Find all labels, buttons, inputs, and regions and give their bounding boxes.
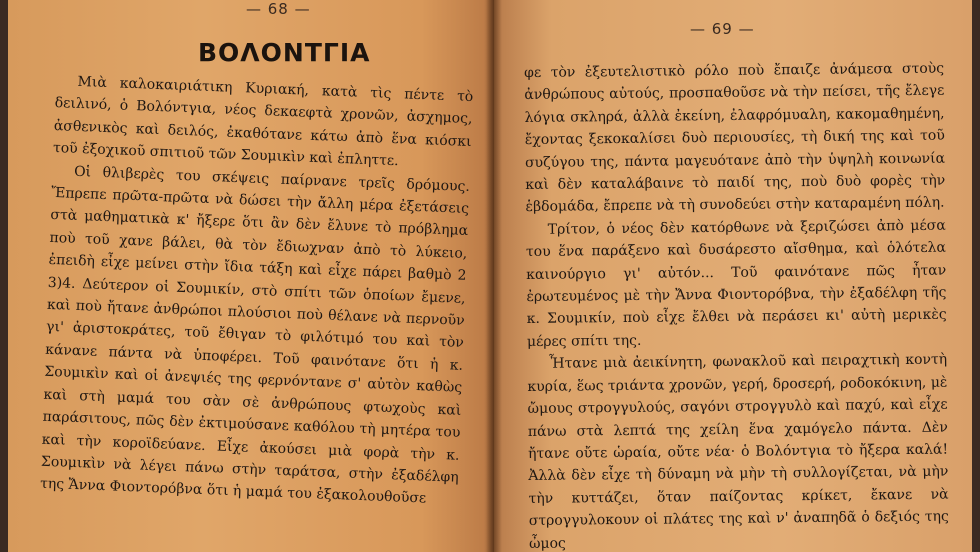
right-page (494, 0, 972, 552)
left-page-number: — 68 — (246, 0, 311, 18)
left-page (8, 0, 494, 552)
right-page-number: — 69 — (690, 20, 755, 38)
chapter-title: ΒΟΛΟΝΤΓΙΑ (198, 38, 371, 67)
left-page-text (40, 70, 474, 511)
paragraph: φε τὸν ἐξευτελιστικὸ ρόλο ποὺ ἔπαιζε ἀνάμεσα στοὺς ἀνθρώπους αὐτούς, προσπαθοῦσε νὰ τὴν πείσει, τῆς ἔλεγε λόγια σκληρά, ἀλλὰ ἐκείνη, ἐλαφρόμυαλη, κακομαθημένη, ἔχοντας ξεκοκαλίσει δυὸ περιουσίες, τὴ δική της καὶ τοῦ συζύγου της, πάντα μαγευότανε ἀπὸ τὴν ὑψηλὴ κοινωνία καὶ δὲν καταλάβαινε τὸ παιδί της, ποὺ δυὸ φορὲς τὴν ἑβδομάδα, ἔπρεπε νὰ τὴ συνοδεύει στὴν καταραμένη πόλη. (524, 60, 946, 216)
right-page-text (524, 58, 949, 552)
paragraph: Τρίτον, ὁ νέος δὲν κατόρθωνε νὰ ξεριζώσει ἀπὸ μέσα του ἕνα παράξενο καὶ δυσάρεστο αἴσθημα, καὶ ὁλότελα καινούργιο γι' αὐτόν... Τοῦ φαινότανε πῶς ἦταν ἐρωτευμένος μὲ τὴν Ἄννα Φιοντορόβνα, τὴν ἐξαδέλφη τῆς κ. Σουμικίν, ποὺ εἶχε ἔλθει νὰ περάσει κι' αὐτὴ μερικὲς μέρες σπίτι της. (525, 217, 947, 350)
paragraph: Ἦτανε μιὰ ἀεικίνητη, φωνακλοῦ καὶ πειραχτικὴ κοντὴ κυρία, ἕως τριάντα χρονῶν, γερή, δροσερή, ροδοκόκινη, μὲ ὤμους στρογγυλούς, σαγόνι στρογγυλὸ καὶ παχύ, καὶ εἶχε πάνω στὰ λεπτά της χείλη ἕνα χαμόγελο πάντα. Δὲν ἤτανε οὔτε ὡραία, οὔτε νέα· ὁ Βολόντγια τὸ ἤξερα καλά! Ἀλλὰ δὲν εἶχε τὴ δύναμη νὰ μὴν τὴ συλλογίζεται, νὰ μὴν τὴν κυττάζει, ὅταν παίζοντας κρίκετ, ἔκανε νὰ στρογγυλοκουν οἱ πλάτες της καὶ ν' ἀναπηδᾶ ὁ δεξιός της ὦμος (527, 351, 949, 552)
paragraph: Οἱ θλιβερὲς του σκέψεις παίρνανε τρεῖς δρόμους. Ἔπρεπε πρῶτα-πρῶτα νὰ δώσει τὴν ἄλλη μέρα ἐξετάσεις στὰ μαθηματικὰ κ' ἤξερε ὅτι ἂν δὲν ἔλυνε τὸ πρόβλημα ποὺ τοῦ χανε βάλει, θὰ τὸν ἔδιωχναν ἀπὸ τὸ λύκειο, ἐπειδὴ εἶχε μείνει στὴν ἴδια τάξη καὶ εἶχε πάρει βαθμὸ 2 3)4. Δεύτερον οἱ Σουμικίν, στὸ σπίτι τῶν ὁποίων ἔμενε, καὶ ποὺ ἤτανε ἀνθρώποι πλούσιοι ποὺ θέλανε νὰ περνοῦν γι' ἀριστοκράτες, τοῦ ἔθιγαν τὸ φιλότιμό του καὶ τὸν κάνανε πάντα νὰ ὑποφέρει. Τοῦ φαινότανε ὅτι ἡ κ. Σουμικὶν καὶ οἱ ἀνεψιές της φερνόντανε σ' αὐτὸν καθὼς καὶ στὴ μαμά του σὰν σὲ ἀνθρώπους φτωχοὺς καὶ παράσιτους, πῶς δὲν ἐκτιμούσανε καθόλου τὴ μητέρα του καὶ τὴν κοροϊδεύανε. Εἶχε ἀκούσει μιὰ φορὰ τὴν κ. Σουμικὶν νὰ λέγει πάνω στὴν ταράτσα, στὴν ἐξαδέλφη της Ἄννα Φιοντορόβνα ὅτι ἡ μαμά του ἐξακολουθοῦσε (39, 163, 471, 507)
book-gutter (486, 0, 502, 552)
paragraph: Μιὰ καλοκαιριάτικη Κυριακή, κατὰ τὶς πέντε τὸ δειλινό, ὁ Βολόντγια, νέος δεκαεφτὰ χρονῶν, ἀσχημος, ἀσθενικὸς καὶ δειλός, ἐκαθότανε κάτω ἀπὸ ἕνα κιόσκι τοῦ ἐξοχικοῦ σπιτιοῦ τῶν Σουμικὶν καὶ ἐπληττε. (52, 73, 474, 170)
